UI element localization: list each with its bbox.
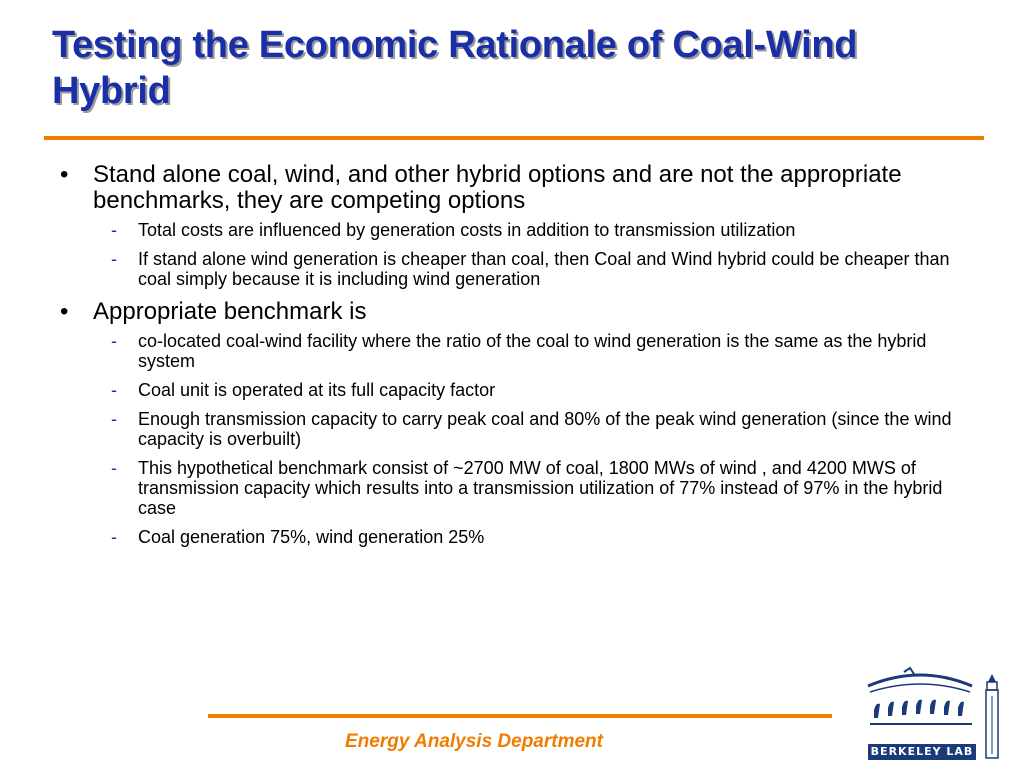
sub-bullet-list [111,220,970,289]
berkeley-lab-label: BERKELEY LAB [868,744,976,760]
sub-bullet-text: This hypothetical benchmark consist of ~2700 MW of coal, 1800 MWs of wind , and 4200 MWS of transmission capacity which results into a transmission utilization of 77% instead of 97% in the hybrid case [138,458,943,518]
sub-bullet-text: Coal unit is operated at its full capacity factor [138,380,496,400]
dash-marker: - [111,249,117,269]
bullet-item [60,162,970,214]
footer-text: Energy Analysis Department [345,731,603,752]
sub-bullet-item [111,409,970,449]
sub-bullet-item [111,220,970,240]
bullet-marker: • [60,161,69,188]
sub-bullet-text: Total costs are influenced by generation costs in addition to transmission utilization [138,220,796,240]
sub-bullet-item [111,331,970,371]
sub-bullet-text: Coal generation 75%, wind generation 25% [138,527,485,547]
dash-marker: - [111,220,117,240]
sub-bullet-text: If stand alone wind generation is cheaper than coal, then Coal and Wind hybrid could be cheaper than coal simply because it is including wind generation [138,249,950,289]
bullet-item [60,299,970,325]
dash-marker: - [111,380,117,400]
sub-bullet-text: Enough transmission capacity to carry peak coal and 80% of the peak wind generation (since the wind capacity is overbuilt) [138,409,952,449]
slide-body [60,162,970,557]
dash-marker: - [111,458,117,478]
bullet-text: Appropriate benchmark is [93,298,367,325]
sub-bullet-text: co-located coal-wind facility where the ratio of the coal to wind generation is the same as the hybrid system [138,331,927,371]
sub-bullet-item [111,380,970,400]
dash-marker: - [111,409,117,429]
berkeley-lab-logo [860,662,1008,762]
slide-title: Testing the Economic Rationale of Coal-Wind Hybrid [52,24,858,112]
sub-bullet-list [111,331,970,547]
sub-bullet-item [111,249,970,289]
dash-marker: - [111,331,117,351]
footer-divider [208,714,832,718]
bullet-marker: • [60,298,69,325]
title-divider [44,136,984,140]
dash-marker: - [111,527,117,547]
bullet-text: Stand alone coal, wind, and other hybrid options and are not the appropriate benchmarks, they are competing options [93,161,902,214]
sub-bullet-item [111,458,970,518]
sub-bullet-item [111,527,970,547]
